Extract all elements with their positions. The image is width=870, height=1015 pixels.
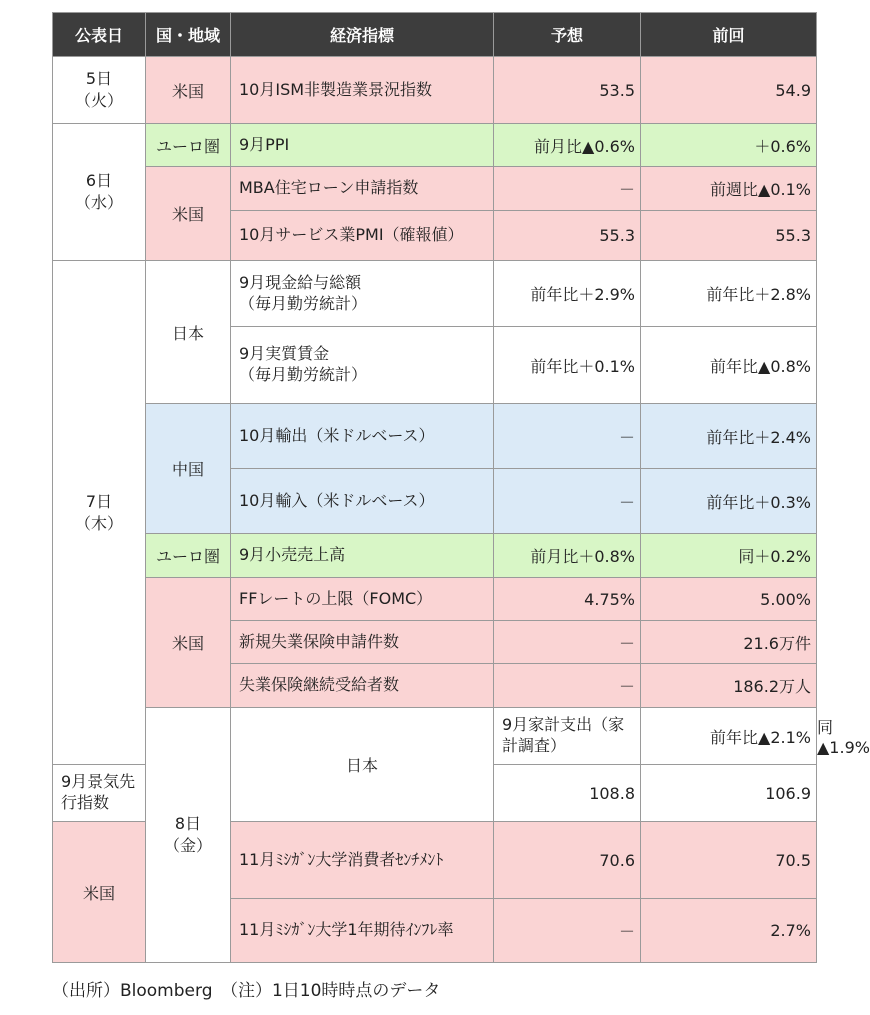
economic-calendar [52,12,870,963]
table-row [53,57,817,124]
indicator-line: FFレートの上限（FOMC） [239,588,433,608]
indicator-line: 10月輸出（米ドルベース） [239,425,435,445]
indicator-cell [494,708,641,765]
previous-cell: 54.9 [641,57,817,124]
indicator-cell [231,261,494,327]
date-cell [146,708,231,963]
date-weekday: （水） [74,193,123,212]
indicator-line: 9月家計支出（家計調査） [502,715,625,755]
indicator-cell [231,211,494,261]
previous-cell: 55.3 [641,211,817,261]
forecast-cell: 前月比▲0.6% [494,124,641,167]
region-cell: 米国 [146,167,231,261]
forecast-cell: 前年比＋0.1% [494,327,641,404]
forecast-cell: － [494,469,641,534]
forecast-cell: 53.5 [494,57,641,124]
date-cell [53,124,146,261]
col-header-forecast: 予想 [494,13,641,57]
indicator-cell [231,469,494,534]
date-weekday: （火） [74,91,123,110]
previous-cell: 70.5 [641,822,817,899]
previous-cell: 前年比＋0.3% [641,469,817,534]
indicator-line: 10月サービス業PMI（確報値） [239,225,464,245]
forecast-cell: 55.3 [494,211,641,261]
forecast-cell: 前年比▲2.1% [641,708,817,765]
date-day: 6日 [85,171,113,191]
region-cell: 米国 [53,822,146,963]
forecast-cell: － [494,664,641,708]
indicator-line: 9月現金給与総額 [239,272,362,292]
col-header-indicator: 経済指標 [231,13,494,57]
indicator-subline: （毎月勤労統計） [239,293,368,313]
indicator-cell [231,404,494,469]
col-header-previous: 前回 [641,13,817,57]
indicator-cell [231,578,494,621]
region-cell: 米国 [146,57,231,124]
col-header-date: 公表日 [53,13,146,57]
forecast-cell: － [494,404,641,469]
indicator-line: 11月ﾐｼｶﾞﾝ大学1年期待ｲﾝﾌﾚ率 [239,920,454,940]
col-header-region: 国・地域 [146,13,231,57]
indicator-cell [231,57,494,124]
previous-cell: 前週比▲0.1% [641,167,817,211]
indicator-line: 11月ﾐｼｶﾞﾝ大学消費者ｾﾝﾁﾒﾝﾄ [239,849,444,869]
forecast-cell: － [494,167,641,211]
region-cell: 中国 [146,404,231,534]
indicator-cell [231,621,494,664]
indicator-line: 9月景気先行指数 [61,772,136,812]
region-cell: 日本 [146,261,231,404]
previous-cell: ＋0.6% [641,124,817,167]
indicator-line: 失業保険継続受給者数 [239,675,400,695]
forecast-cell: 前年比＋2.9% [494,261,641,327]
region-cell: 米国 [146,578,231,708]
forecast-cell: 前月比＋0.8% [494,534,641,578]
source-note: （出所）Bloomberg （注）1日10時時点のデータ [52,981,441,1001]
indicator-cell [231,124,494,167]
indicator-cell [231,167,494,211]
previous-cell: 106.9 [641,765,817,822]
date-cell [53,57,146,124]
region-cell: 日本 [231,708,494,822]
region-cell: ユーロ圏 [146,124,231,167]
table-row [53,167,817,211]
previous-cell: 前年比▲0.8% [641,327,817,404]
indicator-line: 9月PPI [239,134,290,154]
forecast-cell: 70.6 [494,822,641,899]
indicator-line: 9月実質賃金 [239,344,330,364]
previous-cell: 186.2万人 [641,664,817,708]
indicator-cell [231,899,494,963]
previous-cell: 2.7% [641,899,817,963]
economic-indicators-table [52,12,870,963]
indicator-line: MBA住宅ローン申請指数 [239,178,419,198]
indicator-subline: （毎月勤労統計） [239,365,368,384]
date-cell [53,261,146,765]
date-day: 8日 [174,814,202,834]
indicator-cell [231,822,494,899]
previous-cell: 21.6万件 [641,621,817,664]
table-row [53,124,817,167]
region-cell: ユーロ圏 [146,534,231,578]
indicator-cell [231,664,494,708]
previous-cell: 前年比＋2.8% [641,261,817,327]
indicator-cell [231,327,494,404]
indicator-cell [231,534,494,578]
indicator-line: 10月輸入（米ドルベース） [239,490,435,510]
previous-cell: 同＋0.2% [641,534,817,578]
forecast-cell: 108.8 [494,765,641,822]
indicator-line: 9月小売売上高 [239,545,346,565]
date-day: 5日 [85,69,113,89]
indicator-line: 10月ISM非製造業景況指数 [239,79,433,99]
date-weekday: （金） [163,836,212,855]
previous-cell: 前年比＋2.4% [641,404,817,469]
forecast-cell: 4.75% [494,578,641,621]
forecast-cell: － [494,621,641,664]
indicator-line: 新規失業保険申請件数 [239,631,400,651]
table-row [53,578,817,621]
indicator-cell [53,765,146,822]
date-weekday: （木） [74,513,123,533]
date-day: 7日 [85,491,113,511]
forecast-cell: － [494,899,641,963]
table-row: 8日 （金） 日本 9月家計支出（家計調査） 前年比▲2.1% 同▲1.9% [53,708,817,765]
table-row [53,404,817,469]
table-row [53,261,817,327]
header-row [53,13,817,57]
table-row [53,534,817,578]
previous-cell: 5.00% [641,578,817,621]
